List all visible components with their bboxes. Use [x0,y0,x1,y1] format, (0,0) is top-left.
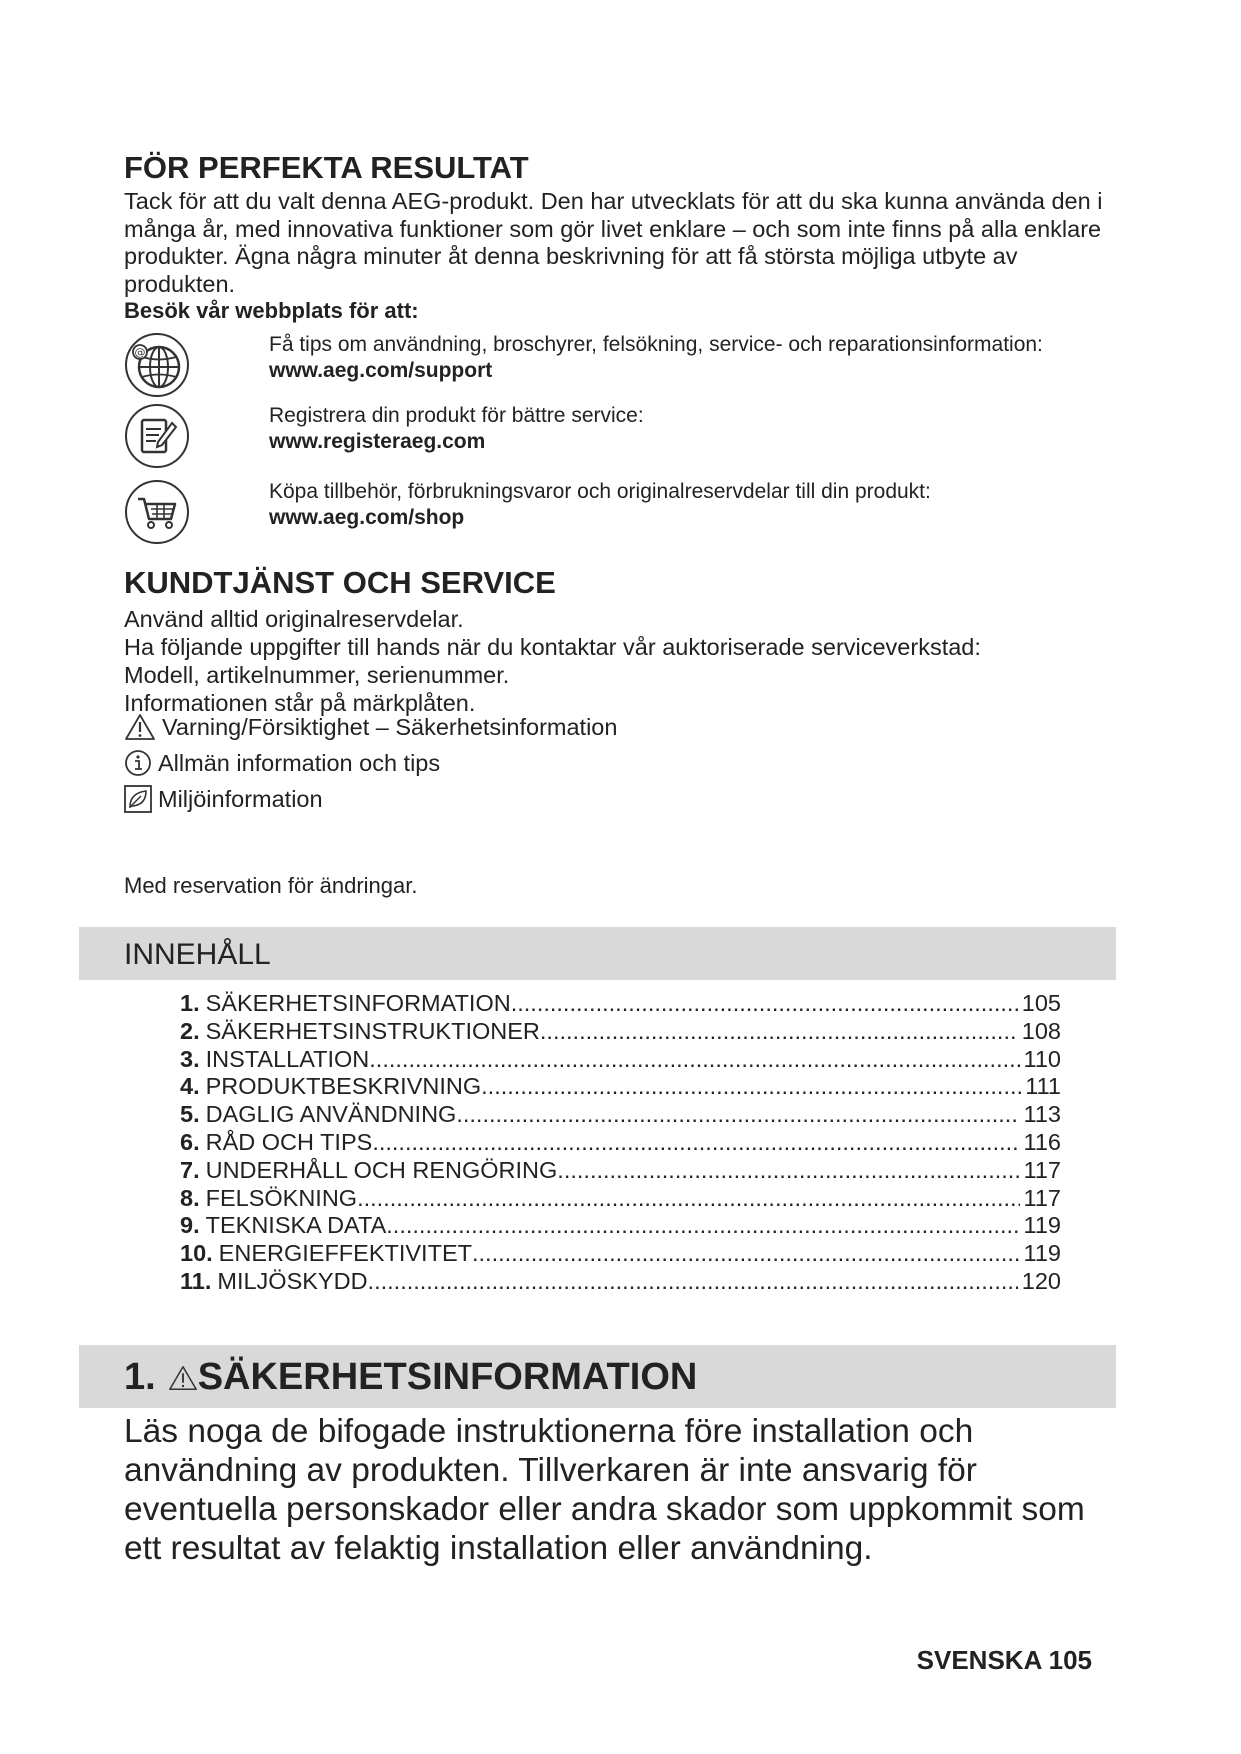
table-of-contents [180,990,1061,1296]
toc-item[interactable] [180,1073,1061,1101]
toc-item-page: 120 [1021,1267,1061,1294]
safety-heading [124,1356,697,1399]
shop-link-text: Köpa tillbehör, förbrukningsvaror och originalreservdelar till din produkt: [269,480,931,503]
toc-item[interactable] [180,1018,1061,1046]
toc-item-label: FELSÖKNING [205,1184,358,1211]
register-link-url[interactable]: www.registeraeg.com [269,430,486,453]
globe-at-icon [124,332,190,398]
toc-leader [481,1073,1021,1101]
toc-item-number: 7. [180,1156,200,1183]
toc-item-number: 4. [180,1073,200,1100]
toc-item-number: 10. [180,1240,213,1267]
support-link-text: Få tips om användning, broschyrer, felsökning, service- och reparationsinformation: [269,333,1043,356]
toc-item-page: 113 [1023,1101,1061,1128]
toc-item-label: PRODUKTBESKRIVNING [205,1073,482,1100]
toc-item[interactable] [180,1157,1061,1185]
toc-item-label: MILJÖSKYDD [217,1267,368,1294]
legend-info-text: Allmän information och tips [158,749,441,776]
toc-item-label: ENERGIEFFEKTIVITET [218,1240,472,1267]
toc-leader [386,1212,1019,1240]
toc-item-label: INSTALLATION [205,1045,370,1072]
toc-item-number: 11. [180,1267,212,1294]
toc-leader [557,1157,1019,1185]
shop-link-row [124,479,1124,549]
toc-item-number: 3. [180,1045,200,1072]
toc-item-number: 5. [180,1101,200,1128]
toc-item-label: DAGLIG ANVÄNDNING [205,1101,457,1128]
svg-text:@: @ [134,346,146,359]
service-text [124,605,981,717]
shopping-cart-icon [124,479,190,545]
legend-environment-text: Miljöinformation [158,785,323,812]
register-link-text: Registrera din produkt för bättre service: [269,404,644,427]
toc-item-page: 108 [1021,1017,1061,1044]
support-link-row [124,332,1124,402]
section-title-results: FÖR PERFEKTA RESULTAT [124,150,529,185]
toc-leader [372,1129,1019,1157]
toc-item[interactable] [180,1046,1061,1074]
legend-environment [124,785,323,813]
toc-item-number: 8. [180,1184,200,1211]
toc-leader [472,1240,1020,1268]
toc-item-page: 110 [1023,1045,1061,1072]
leaf-environment-icon [124,785,152,813]
safety-heading-title: SÄKERHETSINFORMATION [197,1356,698,1398]
toc-item-page: 111 [1025,1073,1061,1100]
toc-item[interactable] [180,990,1061,1018]
toc-item-label: SÄKERHETSINFORMATION [205,990,511,1016]
service-line: Använd alltid originalreservdelar. [124,606,464,632]
warning-triangle-icon [168,1364,198,1392]
legend-info [124,749,440,777]
service-line: Ha följande uppgifter till hands när du kontaktar vår auktoriserade serviceverkstad: [124,634,981,660]
safety-paragraph: Läs noga de bifogade instruktionerna före installation och användning av produkten. Tillverkaren är inte ansvarig för eventuella personskador eller andra skador som uppkommit som ett resultat av felaktig installation eller användning. [124,1413,1085,1567]
toc-item-page: 116 [1023,1128,1061,1155]
toc-item-number: 2. [180,1017,200,1044]
toc-leader [540,1018,1018,1046]
toc-item-label: TEKNISKA DATA [205,1212,387,1239]
register-form-icon [124,403,190,469]
intro-paragraph: Tack för att du valt denna AEG-produkt. Den har utvecklats för att du ska kunna använda den i många år, med innovativa funktioner som gör livet enklare – och som inte finns på alla enklare produkter. Ägna några minuter åt denna beskrivning för att få största möjliga utbyte av produkten. [124,188,1103,297]
toc-item-page: 117 [1023,1156,1061,1183]
reservation-note: Med reservation för ändringar. [124,873,418,898]
toc-leader [369,1046,1019,1074]
warning-triangle-icon [124,713,156,741]
page-footer: SVENSKA 105 [916,1645,1092,1675]
toc-title: INNEHÅLL [124,938,271,971]
toc-item-page: 119 [1023,1212,1061,1239]
toc-item[interactable] [180,1240,1061,1268]
visit-label: Besök vår webbplats för att: [124,298,419,323]
service-line: Informationen står på märkplåten. [124,690,476,716]
toc-item-number: 1. [180,990,200,1016]
service-line: Modell, artikelnummer, serienummer. [124,662,510,688]
support-link-url[interactable]: www.aeg.com/support [269,359,493,382]
toc-item-page: 105 [1021,990,1061,1016]
toc-item[interactable] [180,1129,1061,1157]
toc-item[interactable] [180,1185,1061,1213]
toc-leader [368,1268,1018,1296]
toc-item[interactable] [180,1101,1061,1129]
toc-item[interactable] [180,1268,1061,1296]
toc-item-number: 9. [180,1212,200,1239]
toc-item-number: 6. [180,1128,200,1155]
toc-item-label: SÄKERHETSINSTRUKTIONER [205,1017,540,1044]
toc-item-label: UNDERHÅLL OCH RENGÖRING [205,1156,558,1183]
toc-leader [456,1101,1019,1129]
toc-item-page: 117 [1023,1184,1061,1211]
safety-heading-number: 1. [124,1356,156,1398]
section-title-service: KUNDTJÄNST OCH SERVICE [124,565,556,600]
toc-item-label: RÅD OCH TIPS [205,1128,373,1155]
register-link-row [124,403,1124,473]
legend-warning [124,713,617,741]
toc-item-page: 119 [1023,1240,1061,1267]
legend-warning-text: Varning/Försiktighet – Säkerhetsinformation [162,713,618,740]
info-circle-icon [124,749,152,777]
toc-item[interactable] [180,1212,1061,1240]
toc-leader [357,1185,1019,1213]
shop-link-url[interactable]: www.aeg.com/shop [269,506,465,529]
toc-leader [511,990,1018,1018]
